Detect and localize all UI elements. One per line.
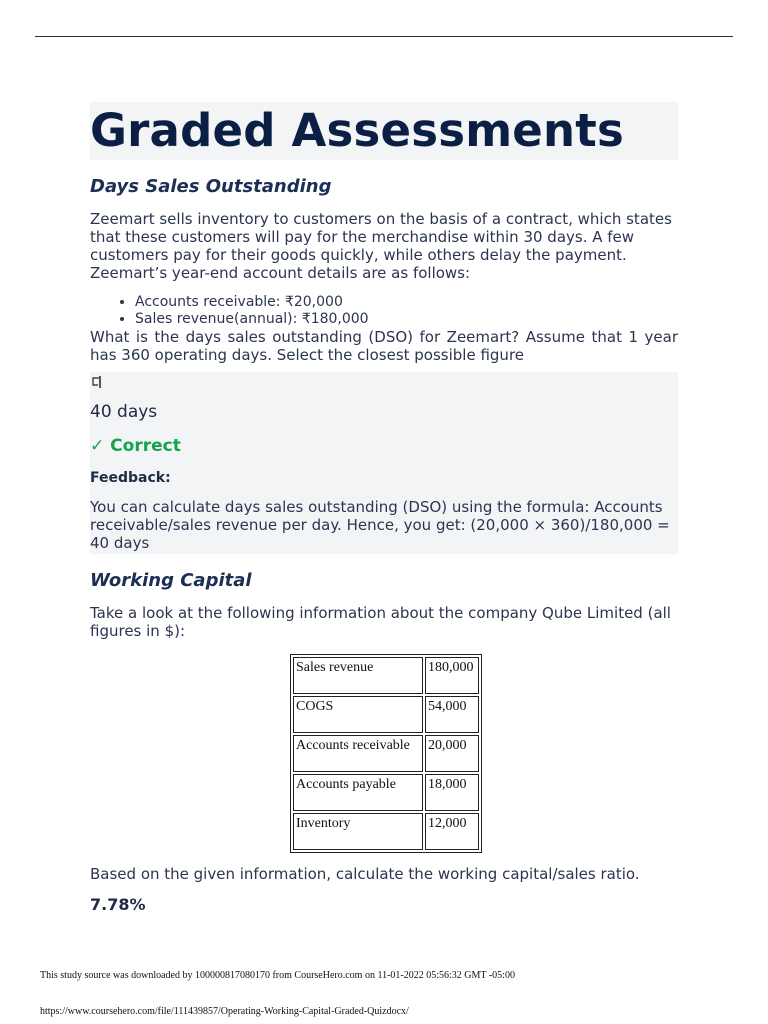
table-cell-value: 12,000 [425,813,479,850]
list-item: • Sales revenue(annual): ₹180,000 [135,311,678,328]
dso-question: What is the days sales outstanding (DSO) for Zeemart? Assume that 1 year has 360 operating days. Select the closest possible figure [90,328,678,364]
section-heading-working-capital: Working Capital [90,570,252,591]
download-notice: This study source was downloaded by 100000817080170 from CourseHero.com on 11-01-2022 05:56:32 GMT -05:00 [40,970,515,981]
table-cell-value: 54,000 [425,696,479,733]
working-capital-intro: Take a look at the following information about the company Qube Limited (all figures in $): [90,604,671,640]
title-band [90,102,678,160]
page-title: Graded Assessments [90,104,624,157]
figures-table [290,654,482,853]
working-capital-question: Based on the given information, calculate the working capital/sales ratio. [90,865,640,883]
table-cell-value: 180,000 [425,657,479,694]
table-cell-value: 18,000 [425,774,479,811]
table-row [293,813,479,850]
table-row [293,657,479,694]
dso-details-list [90,294,678,328]
cursor-icon [90,372,678,394]
table-row [293,735,479,772]
list-item: • Accounts receivable: ₹20,000 [135,294,678,311]
selected-answer: 40 days [90,402,158,422]
correct-status: ✓ Correct [90,436,181,456]
source-url-link[interactable]: https://www.coursehero.com/file/111439857/Operating-Working-Capital-Graded-Quizdocx/ [40,1006,409,1017]
table-cell-label: Sales revenue [293,657,423,694]
table-row [293,696,479,733]
table-cell-label: Inventory [293,813,423,850]
dso-intro: Zeemart sells inventory to customers on the basis of a contract, which states that these customers will pay for the merchandise within 30 days. A few customers pay for their goods quickly, while others delay the payment. Zeemart’s year-end account details are as follows: [90,210,672,282]
feedback-label: Feedback: [90,470,171,486]
section-heading-dso: Days Sales Outstanding [90,176,332,197]
table-row [293,774,479,811]
table-cell-label: Accounts receivable [293,735,423,772]
table-cell-label: Accounts payable [293,774,423,811]
top-divider [35,36,733,37]
document-content [90,102,678,914]
working-capital-answer: 7.78% [90,895,146,914]
feedback-text: You can calculate days sales outstanding (DSO) using the formula: Accounts receivable/sales revenue per day. Hence, you get: (20,000 × 360)/180,000 = 40 days [90,498,670,552]
table-cell-label: COGS [293,696,423,733]
table-cell-value: 20,000 [425,735,479,772]
answer-box [90,372,678,554]
